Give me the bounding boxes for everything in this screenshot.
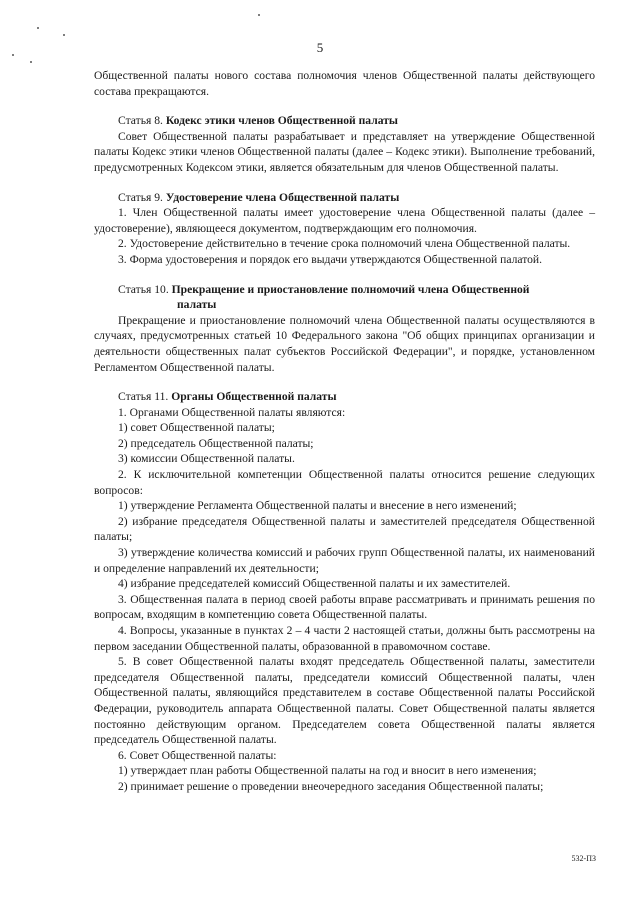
paragraph: 2. К исключительной компетенции Общественной палаты относится решение следующих вопросов: [94, 468, 595, 497]
paragraph: 2. Удостоверение действительно в течение срока полномочий члена Общественной палаты. [118, 237, 571, 251]
article-number: Статья 10. [118, 282, 169, 296]
article-number: Статья 11. [118, 390, 169, 404]
paragraph: 3. Форма удостоверения и порядок его выдачи утверждаются Общественной палатой. [118, 252, 543, 266]
paragraph: Общественной палаты нового состава полномочия членов Общественной палаты действующего состава прекращаются. [94, 69, 595, 98]
paragraph: 6. Совет Общественной палаты: [118, 748, 277, 762]
article-title-continued: палаты [177, 298, 217, 312]
list-item: 1) совет Общественной палаты; [118, 421, 275, 435]
article-number: Статья 9. [118, 190, 163, 204]
article-heading [94, 113, 595, 129]
list-item: 2) председатель Общественной палаты; [118, 436, 314, 450]
list-item: 1) утверждение Регламента Общественной палаты и внесение в него изменений; [118, 499, 517, 513]
paragraph: 3. Общественная палата в период своей работы вправе рассматривать и принимать решения по вопросам, входящим в компетенцию совета Общественной палаты. [94, 592, 595, 622]
list-item: 2) избрание председателя Общественной палаты и заместителей председателя Общественной палаты; [94, 514, 595, 544]
paragraph: 1. Органами Общественной палаты являются: [118, 405, 346, 419]
list-item: 4) избрание председателей комиссий Общественной палаты и их заместителей. [118, 577, 511, 591]
list-item: 2) принимает решение о проведении внеочередного заседания Общественной палаты; [118, 779, 544, 793]
list-item: 3) комиссии Общественной палаты. [118, 452, 295, 466]
paragraph: 1. Член Общественной палаты имеет удостоверение члена Общественной палаты (далее – удостоверение), являющееся документом, подтверждающим его полномочия. [94, 206, 595, 235]
paragraph: 4. Вопросы, указанные в пунктах 2 – 4 части 2 настоящей статьи, должны быть рассмотрены на первом заседании Общественной палаты, образованной в правомочном составе. [94, 624, 595, 653]
article-title: Прекращение и приостановление полномочий члена Общественной [171, 282, 530, 296]
list-item: 3) утверждение количества комиссий и рабочих групп Общественной палаты, их наименований и определение направлений их деятельности; [94, 546, 595, 575]
article-title: Удостоверение члена Общественной палаты [165, 190, 400, 204]
article-number: Статья 8. [118, 114, 163, 128]
paragraph: Совет Общественной палаты разрабатывает и представляет на утверждение Общественной палаты Кодекс этики членов Общественной палаты (далее – Кодекс этики). Выполнение требований, предусмотренных Кодексом этики, является обязательным для членов Общественной палаты. [94, 129, 595, 174]
document-code: 532-ПЗ [571, 854, 596, 863]
document-body [94, 68, 595, 795]
article-heading [94, 190, 595, 206]
article-title: Кодекс этики членов Общественной палаты [165, 114, 398, 128]
paragraph: Прекращение и приостановление полномочий члена Общественной палаты осуществляются в случаях, предусмотренных статьей 10 Федерального закона "Об общих принципах организации и деятельности общественных палат субъектов Российской Федерации", и порядке, установленном Регламентом Общественной палаты. [94, 313, 595, 374]
list-item: 1) утверждает план работы Общественной палаты на год и вносит в него изменения; [118, 764, 537, 778]
article-title: Органы Общественной палаты [171, 390, 337, 404]
paragraph: 5. В совет Общественной палаты входят председатель Общественной палаты, заместители председателя Общественной палаты, председатели комиссий Общественной палаты, член Общественной палаты, являющийся представителем в составе Общественной палаты Российской Федерации, руководитель аппарата Общественной палаты. Совет Общественной палаты является постоянно действующим органом. Председателем совета Общественной палаты является председатель Общественной палаты. [94, 655, 595, 747]
article-heading [94, 389, 595, 405]
article-heading [94, 282, 595, 313]
page-number: 5 [316, 40, 324, 55]
